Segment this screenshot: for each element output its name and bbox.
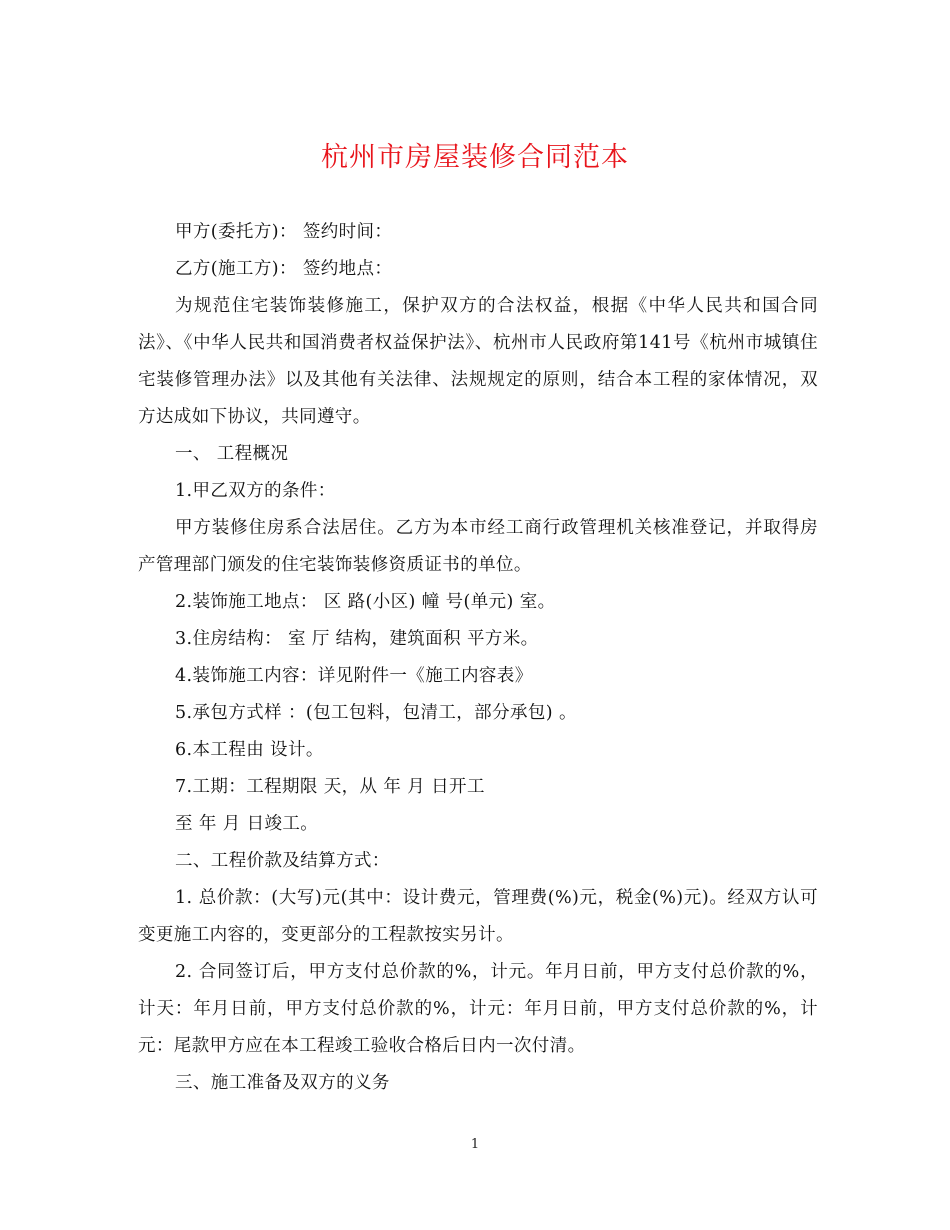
clause-1-7: 7.工期：工程期限 天，从 年 月 日开工	[175, 777, 485, 797]
party-b-line: 乙方(施工方)： 签约地点：	[175, 259, 393, 279]
section-3-heading: 三、施工准备及双方的义务	[175, 1073, 390, 1093]
section-2-heading: 二、工程价款及结算方式：	[175, 851, 390, 871]
clause-2-2: 2. 合同签订后，甲方支付总价款的%，计元。年月日前，甲方支付总价款的%，计天：年月日前，甲方支付总价款的%，计元：年月日前，甲方支付总价款的%，计元：尾款甲方应在本工程竣工验收合格后日内一次付清。	[138, 962, 818, 1056]
party-a-line: 甲方(委托方)： 签约时间：	[175, 222, 393, 242]
document-title: 杭州市房屋装修合同范本	[321, 142, 629, 173]
section-1-heading: 一、 工程概况	[175, 444, 289, 464]
preamble-paragraph	[138, 288, 818, 436]
clause-1-1-detail: 甲方装修住房系合法居住。乙方为本市经工商行政管理机关核准登记，并取得房产管理部门颁发的住宅装饰装修资质证书的单位。	[138, 518, 818, 575]
clause-1-5: 5.承包方式样 ：(包工包料，包清工，部分承包) 。	[175, 703, 577, 723]
clause-1-3: 3.住房结构： 室 厅 结构，建筑面积 平方米。	[175, 629, 539, 649]
clause-1-6: 6.本工程由 设计。	[175, 740, 324, 760]
clause-1-1: 1.甲乙双方的条件：	[175, 481, 336, 501]
document-body	[138, 214, 818, 1102]
clause-1-7-end: 至 年 月 日竣工。	[175, 814, 319, 834]
clause-1-4: 4.装饰施工内容：详见附件一《施工内容表》	[175, 666, 533, 686]
clause-2-1: 1. 总价款：(大写)元(其中：设计费元，管理费(%)元，税金(%)元)。经双方认可变更施工内容的，变更部分的工程款按实另计。	[138, 888, 818, 945]
page-number: 1	[470, 1137, 480, 1152]
clause-1-2: 2.装饰施工地点： 区 路(小区) 幢 号(单元) 室。	[175, 592, 556, 612]
preamble-text: 为规范住宅装饰装修施工，保护双方的合法权益，根据《中华人民共和国合同法》、《中华人民共和国消费者权益保护法》、杭州市人民政府第141号《杭州市城镇住宅装修管理办法》以及其他有关法律、法规规定的原则，结合本工程的家体情况，双方达成如下协议，共同遵守。	[138, 296, 818, 427]
